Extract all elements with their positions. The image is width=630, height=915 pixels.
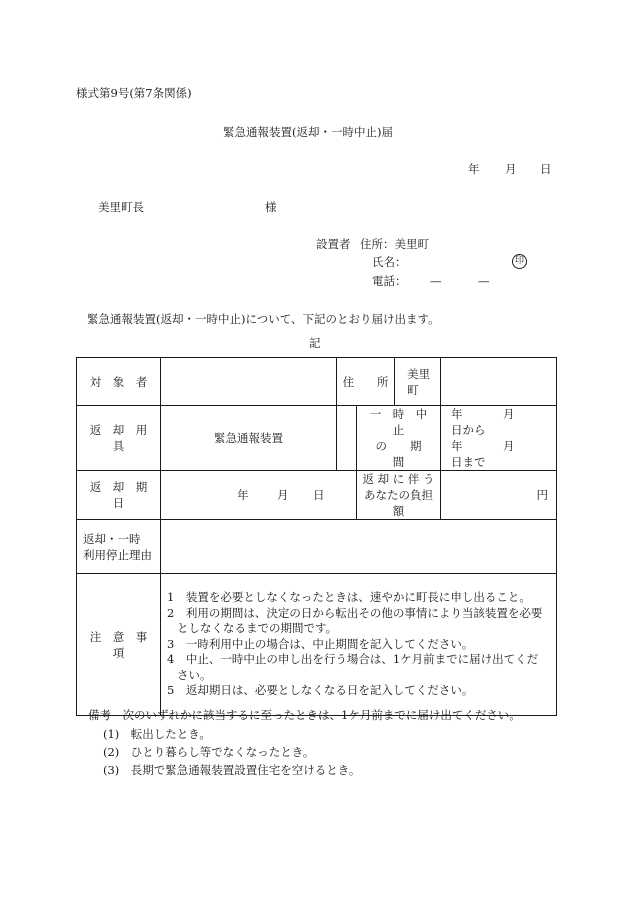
address-value[interactable]: 美里町 bbox=[407, 366, 431, 397]
target-value-cell[interactable] bbox=[161, 358, 337, 406]
seal-mark: 印 bbox=[512, 254, 527, 269]
reason-label-line1: 返却・一時 bbox=[83, 531, 141, 546]
note-item: 2 利用の期間は、決定の日から転出その他の事情により当該装置を必要 bbox=[167, 605, 543, 620]
note-item-continued: としなくなるまでの期間です。 bbox=[177, 621, 338, 636]
suspension-period[interactable] bbox=[441, 406, 557, 471]
period-to-month: 月 bbox=[503, 439, 515, 453]
form-number: 様式第9号(第7条関係) bbox=[76, 86, 192, 100]
address-cell bbox=[337, 358, 441, 406]
remarks-item: (2) ひとり暮らし等でなくなったとき。 bbox=[103, 745, 315, 759]
intro-text: 緊急通報装置(返却・一時中止)について、下記のとおり届け出ます。 bbox=[87, 312, 440, 326]
return-date-value[interactable] bbox=[161, 471, 357, 520]
return-date-day: 日 bbox=[313, 488, 325, 502]
phone-dash-2: — bbox=[478, 274, 490, 288]
page-title: 緊急通報装置(返却・一時中止)届 bbox=[223, 125, 393, 139]
note-item: 1 装置を必要としなくなったときは、速やかに町長に申し出ること。 bbox=[167, 590, 531, 605]
addressee-name: 美里町長 bbox=[98, 200, 144, 214]
note-item-continued: さい。 bbox=[177, 667, 212, 682]
burden-amount[interactable] bbox=[441, 471, 557, 520]
burden-label-line1: 返 却 に 伴 う bbox=[362, 472, 435, 486]
burden-label-line2: あなたの負担額 bbox=[364, 488, 433, 518]
row-notes bbox=[77, 574, 557, 716]
address-label: 住 所 bbox=[337, 358, 395, 405]
suspension-label-line1: 一 時 中 止 bbox=[369, 407, 439, 437]
addressee-honorific: 様 bbox=[265, 200, 277, 214]
suspension-label-line2: の 期 間 bbox=[375, 439, 445, 469]
remarks-item: (3) 長期で緊急通報装置設置住宅を空けるとき。 bbox=[103, 763, 361, 777]
reason-label bbox=[77, 520, 161, 574]
burden-unit: 円 bbox=[536, 488, 548, 502]
return-item-label: 返 却 用 具 bbox=[77, 406, 161, 471]
applicant-phone: 電話： bbox=[372, 274, 407, 288]
return-date-label: 返 却 期 日 bbox=[77, 471, 161, 520]
return-date-year: 年 bbox=[237, 488, 249, 502]
suspension-spacer bbox=[337, 406, 357, 471]
form-table bbox=[76, 357, 557, 716]
applicant-name: 氏名： bbox=[372, 255, 407, 269]
phone-dash-1: — bbox=[430, 274, 442, 288]
notes-list bbox=[161, 574, 557, 716]
date-year-label: 年 bbox=[468, 162, 480, 176]
target-label: 対 象 者 bbox=[77, 358, 161, 406]
ki-heading: 記 bbox=[309, 336, 321, 350]
remarks-heading: 備考 次のいずれかに該当するに至ったときは、1ケ月前までに届け出てください。 bbox=[88, 708, 521, 722]
reason-value[interactable] bbox=[161, 520, 557, 574]
address-extra-cell[interactable] bbox=[441, 358, 557, 406]
period-from-day: 日から bbox=[451, 423, 486, 437]
row-reason bbox=[77, 520, 557, 574]
burden-label bbox=[357, 471, 441, 520]
note-item: 3 一時利用中止の場合は、中止期間を記入してください。 bbox=[167, 636, 474, 651]
row-return-date bbox=[77, 471, 557, 520]
return-item-value: 緊急通報装置 bbox=[161, 406, 337, 471]
row-return-item bbox=[77, 406, 557, 471]
reason-label-line2: 利用停止理由 bbox=[83, 547, 152, 562]
date-month-label: 月 bbox=[505, 162, 517, 176]
row-target bbox=[77, 358, 557, 406]
applicant-address: 住所：美里町 bbox=[360, 237, 429, 251]
remarks-item: (1) 転出したとき。 bbox=[103, 727, 211, 741]
return-date-month: 月 bbox=[277, 488, 289, 502]
period-from-month: 月 bbox=[503, 407, 515, 421]
applicant-label: 設置者 bbox=[316, 237, 351, 251]
date-day-label: 日 bbox=[540, 162, 552, 176]
period-to-year: 年 bbox=[451, 439, 463, 453]
suspension-label bbox=[357, 406, 445, 471]
notes-label: 注 意 事 項 bbox=[77, 574, 161, 716]
note-item: 5 返却期日は、必要としなくなる日を記入してください。 bbox=[167, 683, 474, 698]
period-to-day: 日まで bbox=[451, 455, 486, 469]
period-from-year: 年 bbox=[451, 407, 463, 421]
note-item: 4 中止、一時中止の申し出を行う場合は、1ケ月前までに届け出てくだ bbox=[167, 652, 539, 667]
